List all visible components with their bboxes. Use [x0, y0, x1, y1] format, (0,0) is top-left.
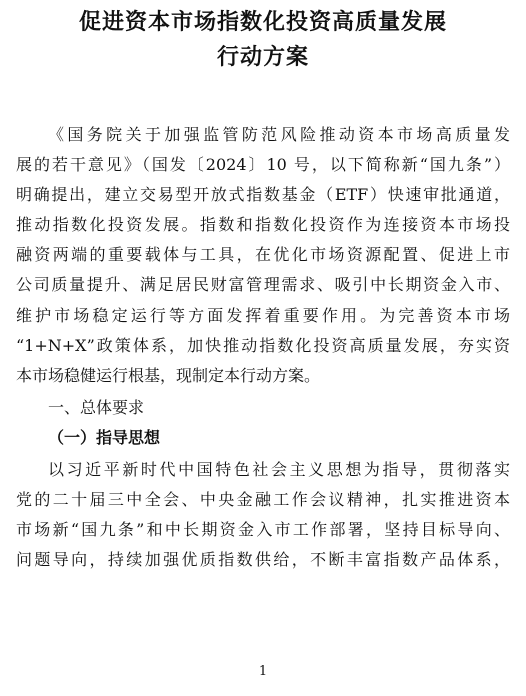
- section-heading: 一、总体要求: [48, 398, 145, 417]
- intro-paragraph-line: 维护市场稳定运行等方面发挥着重要作用。为完善资本市场: [16, 306, 510, 325]
- document-title-line-2: 行动方案: [216, 45, 309, 70]
- guiding-paragraph-line: 市场新“国九条”和中长期资金入市工作部署，坚持目标导向、: [16, 520, 510, 539]
- guiding-paragraph-line: 问题导向，持续加强优质指数供给，不断丰富指数产品体系，: [16, 550, 510, 569]
- intro-paragraph-line: 展的若干意见》（国发〔2024〕10 号，以下简称新“国九条”）: [16, 155, 510, 174]
- intro-paragraph-line: 融资两端的重要载体与工具，在优化市场资源配置、促进上市: [16, 245, 510, 264]
- intro-paragraph-line: 明确提出，建立交易型开放式指数基金（ETF）快速审批通道，: [16, 185, 510, 204]
- intro-paragraph-line: 《国务院关于加强监管防范风险推动资本市场高质量发: [48, 125, 510, 144]
- intro-paragraph-line: 本市场稳健运行根基，现制定本行动方案。: [16, 366, 321, 385]
- intro-paragraph-line: “1+N+X”政策体系，加快推动指数化投资高质量发展，夯实资: [16, 336, 510, 355]
- guiding-paragraph-line: 以习近平新时代中国特色社会主义思想为指导，贯彻落实: [48, 460, 510, 479]
- document-title-line-1: 促进资本市场指数化投资高质量发展: [78, 10, 447, 35]
- intro-paragraph-line: 推动指数化投资发展。指数和指数化投资作为连接资本市场投: [16, 215, 510, 234]
- subsection-heading: （一）指导思想: [48, 428, 161, 447]
- page-number: 1: [258, 664, 268, 679]
- guiding-paragraph-line: 党的二十届三中全会、中央金融工作会议精神，扎实推进资本: [16, 490, 510, 509]
- intro-paragraph-line: 公司质量提升、满足居民财富管理需求、吸引中长期资金入市、: [16, 275, 510, 294]
